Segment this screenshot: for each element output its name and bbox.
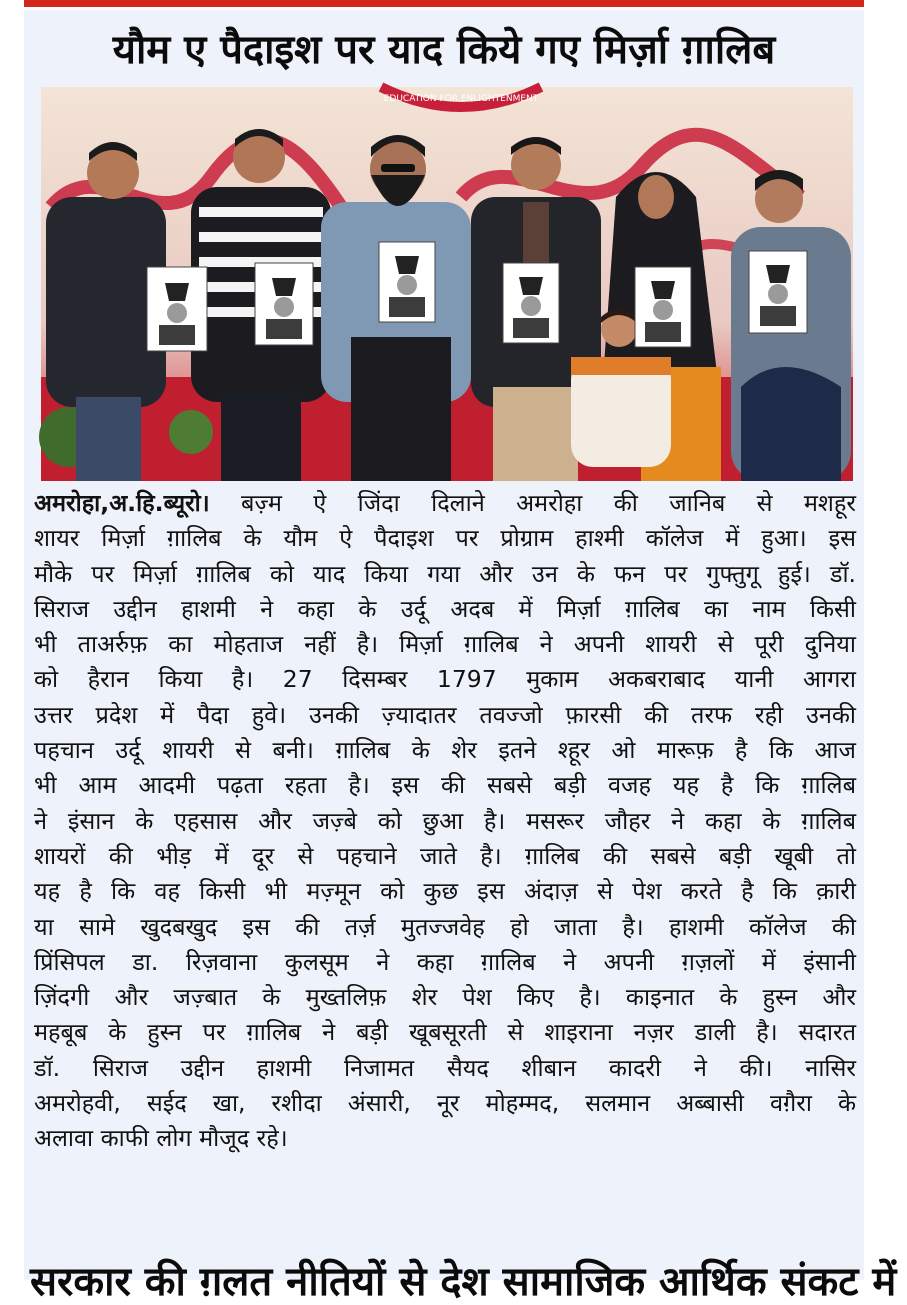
article-line: यह है कि वह किसी भी मज़्मून को कुछ इस अंदाज़ से पेश करते है कि क़ारी <box>34 877 856 906</box>
article-line: अमरोहवी, सईद खा, रशीदा अंसारी, नूर मोहम्मद, सलमान अब्बासी वग़ैरा के <box>34 1089 856 1118</box>
article-line: ने इंसान के एहसास और जज़्बे को छुआ है। मसरूर जौहर ने कहा के ग़ालिब <box>34 806 856 835</box>
event-photo <box>41 87 853 481</box>
article-line: अलावा काफी लोग मौजूद रहे। <box>34 1124 288 1153</box>
portrait-card-2 <box>255 263 313 345</box>
portrait-card-3 <box>379 242 435 322</box>
article-line: शायर मिर्ज़ा ग़ालिब के यौम ऐ पैदाइश पर प्रोग्राम हाश्मी कॉलेज में हुआ। इस <box>34 524 856 553</box>
article-body <box>34 486 856 1256</box>
article-line: पहचान उर्दू शायरी से बनी। ग़ालिब के शेर इतने श्हूर ओ मारूफ़ है कि आज <box>34 736 856 765</box>
article-line <box>34 486 856 521</box>
article-line: डॉ. सिराज उद्दीन हाशमी निजामत सैयद शीबान कादरी ने की। नासिर <box>34 1053 856 1082</box>
portrait-card-4 <box>503 263 559 343</box>
article-line: सिराज उद्दीन हाशमी ने कहा के उर्दू अदब में मिर्ज़ा ग़ालिब का नाम किसी <box>34 594 856 623</box>
article-line: महबूब के हुस्न पर ग़ालिब ने बड़ी खूबसूरती से शाइराना नज़र डाली है। सदारत <box>34 1018 856 1047</box>
article-line-text: बज़्म ऐ जिंदा दिलाने अमरोहा की जानिब से मशहूर <box>209 489 856 517</box>
article-line: या सामे खुदबखुद इस की तर्ज़ मुतज्जवेह हो जाता है। हाशमी कॉलेज की <box>34 912 856 941</box>
article-line: शायरों की भीड़ में दूर से पहचाने जाते है। ग़ालिब की सबसे बड़ी खूबी तो <box>34 841 856 870</box>
article-line: भी ताअर्रुफ़ का मोहताज नहीं है। मिर्ज़ा ग़ालिब ने अपनी शायरी से पूरी दुनिया <box>34 630 856 659</box>
article-line: को हैरान किया है। 27 दिसम्बर 1797 मुकाम अकबराबाद यानी आगरा <box>34 665 856 694</box>
portrait-card-6 <box>749 251 807 333</box>
next-headline-text: सरकार की ग़लत नीतियों से देश सामाजिक आर्थिक संकट में <box>30 1259 897 1305</box>
article-line: प्रिंसिपल डा. रिज़वाना कुलसूम ने कहा ग़ालिब ने अपनी ग़ज़लों में इंसानी <box>34 947 856 976</box>
article-line: भी आम आदमी पढ़ता रहता है। इस की सबसे बड़ी वजह यह है कि ग़ालिब <box>34 771 856 800</box>
banner-arch-text: EDUCATION FOR ENLIGHTENMENT <box>383 94 539 104</box>
article-line: मौके पर मिर्ज़ा ग़ालिब को याद किया गया और उन के फन पर गुफ्तुगू हुई। डॉ. <box>34 559 856 588</box>
portrait-card-5 <box>635 267 691 347</box>
dateline: अमरोहा,अ.हि.ब्यूरो। <box>34 489 210 517</box>
article-line: ज़िंदगी और जज़्बात के मुख्तलिफ़ शेर पेश किए है। काइनात के हुस्न और <box>34 983 856 1012</box>
event-photo-illustration <box>41 87 853 481</box>
top-red-rule <box>24 0 864 7</box>
article-line: उत्तर प्रदेश में पैदा हुवे। उनकी ज़्यादातर तवज्जो फ़ारसी की तरफ रही उनकी <box>34 700 856 729</box>
headline: यौम ए पैदाइश पर याद किये गए मिर्ज़ा ग़ालिब <box>112 27 776 73</box>
next-article-headline-cropped <box>30 1259 897 1305</box>
portrait-card-1 <box>147 267 207 351</box>
